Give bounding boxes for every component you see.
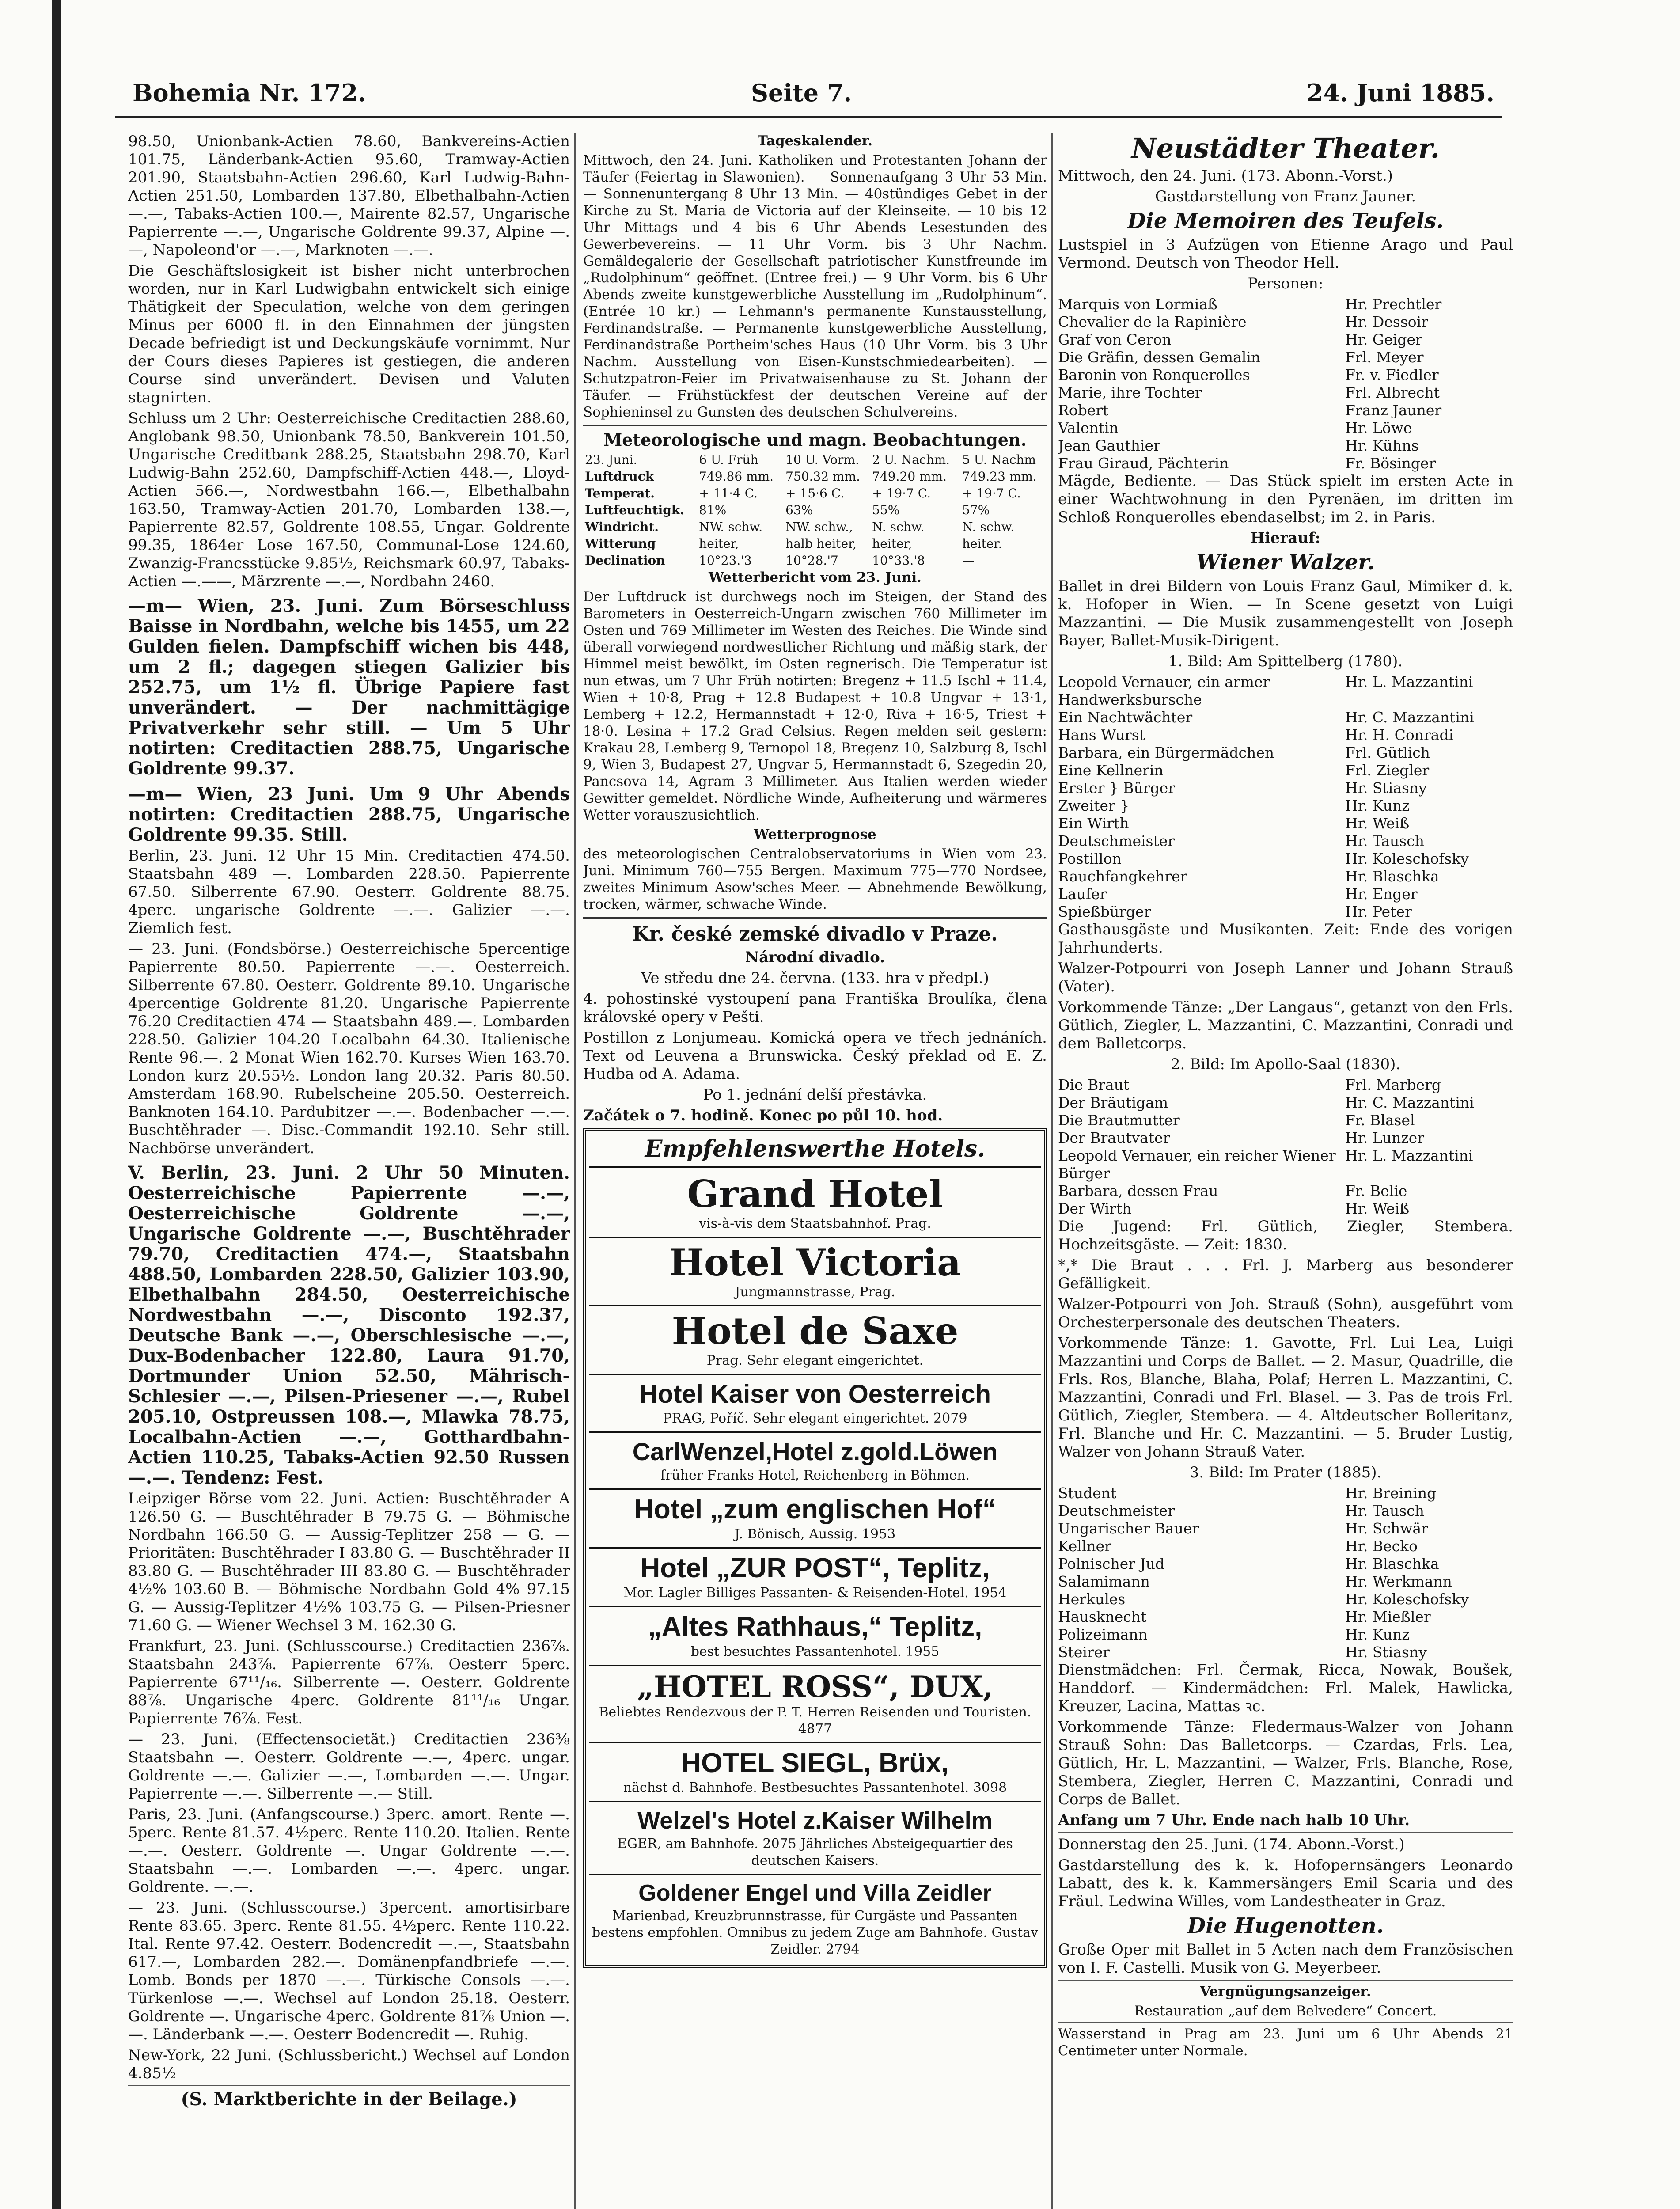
scene-note: Dienstmädchen: Frl. Čermak, Ricca, Nowak, Boušek, Handdorf. — Kindermädchen: Frl. Malek, Hawlicka, Kreuzer, Lacina, Mattas ꝛc.: [1058, 1661, 1513, 1715]
cast-row: [1058, 868, 1513, 885]
actor-name: Frl. Albrecht: [1345, 384, 1440, 401]
stock-paragraph: Frankfurt, 23. Juni. (Schlusscourse.) Creditactien 236⅞. Staatsbahn 243⅞. Papierrente 67⅞. Oesterr 5perc. Papierrente 67¹¹/₁₆. Silberrente —. Oesterr. Goldrente 88⅞. Ungarische 4perc. Goldrente 81¹¹/₁₆ Ungar. Papierrente 76⅞. Fest.: [128, 1637, 570, 1727]
play-description: Lustspiel in 3 Aufzügen von Etienne Arago und Paul Vermond. Deutsch von Theodor Hell.: [1058, 236, 1513, 272]
meteo-cell: 750.32 mm.: [785, 469, 861, 484]
divider: [128, 2085, 570, 2086]
cast-list: [1058, 296, 1513, 472]
meteo-cell: 81%: [699, 503, 727, 517]
role-name: Student: [1058, 1484, 1117, 1502]
hotel-subline: PRAG, Poříč. Sehr elegant eingerichtet. 2079: [663, 1411, 967, 1426]
meteo-cell: —: [962, 553, 975, 568]
role-name: Rauchfangkehrer: [1058, 868, 1187, 885]
column-stock-reports: [128, 133, 570, 2209]
cast-row: [1058, 1537, 1513, 1555]
meteo-row: [583, 468, 1047, 485]
actor-name: Hr. Enger: [1345, 885, 1418, 903]
stock-paragraph: — 23. Juni. (Schlusscourse.) 3percent. amortisirbare Rente 83.65. 3perc. Rente 81.55. 4½perc. Rente 110.22. Ital. Rente 97.42. Oesterr. Bodencredit —.—, Staatsbahn 617.—, Lombarden 282.—. Domänenpfandbriefe —.—. Lomb. Bonds per 1870 —.—. Türkische Consols —.—. Türkenlose —.—. Wechsel auf London 25.18. Oesterr. Goldrente —. Ungarische 4perc. Goldrente 81⅞ Union —.—. Länderbank —.—. Oesterr Bodencredit —. Ruhig.: [128, 1899, 570, 2043]
meteo-cell: N. schw.: [962, 520, 1015, 534]
meteo-header-cell: 23. Juni.: [585, 452, 637, 467]
actor-name: Hr. Peter: [1345, 903, 1412, 920]
column-rule-1: [574, 133, 576, 2209]
role-name: Barbara, dessen Frau: [1058, 1182, 1218, 1199]
actor-name: Hr. L. Mazzantini: [1345, 673, 1473, 691]
actor-name: Hr. Kühns: [1345, 437, 1419, 454]
play-title: Die Memoiren des Teufels.: [1127, 209, 1444, 233]
hotel-name: Welzel's Hotel z.Kaiser Wilhelm: [637, 1807, 993, 1834]
czech-theatre-subtitle: Národní divadlo.: [745, 949, 885, 966]
scene-title: 2. Bild: Im Apollo-Saal (1830).: [1170, 1055, 1401, 1073]
actor-name: Hr. H. Conradi: [1345, 726, 1454, 744]
cast-list: [1058, 1076, 1513, 1218]
role-name: Deutschmeister: [1058, 832, 1175, 850]
role-name: Marquis von Lormiaß: [1058, 296, 1217, 313]
meteo-row: [583, 502, 1047, 519]
role-name: Hans Wurst: [1058, 726, 1145, 744]
stock-paragraph: Paris, 23. Juni. (Anfangscourse.) 3perc. amort. Rente —. 5perc. Rente 81.57. 4½perc. Rente 110.20. Italien. Rente —.—. Oesterr. Goldrente —. Ungar Goldrente —.—. Staatsbahn —.—. Lombarden —.—. 4perc. ungar. Goldrente. —.—.: [128, 1806, 570, 1896]
role-name: Die Gräfin, dessen Gemalin: [1058, 349, 1261, 366]
meteo-cell: Declination: [585, 553, 665, 568]
meteo-cell: heiter.: [962, 536, 1002, 551]
header-left: Bohemia Nr. 172.: [133, 79, 366, 107]
cast-row: [1058, 1112, 1513, 1129]
cast-row: [1058, 366, 1513, 384]
role-name: Der Bräutigam: [1058, 1094, 1168, 1111]
meteo-cell: 10°33.'8: [872, 553, 925, 568]
hotel-name: Hotel de Saxe: [671, 1309, 959, 1353]
stock-paragraph: New-York, 22 Juni. (Schlussbericht.) Wechsel auf London 4.85½: [128, 2046, 570, 2082]
meteo-cell: Luftdruck: [585, 469, 654, 484]
forecast-text: des meteorologischen Centralobservatoriums in Wien vom 23. Juni. Minimum 760—755 Bergen. Maximum 775—770 Nordsee, zweites Minimum Asow'sches Meer. — Abnehmende Bewölkung, trocken, wärmer, schwache Winde.: [583, 846, 1047, 912]
actor-name: Hr. Stiasny: [1345, 779, 1427, 797]
role-name: Laufer: [1058, 885, 1107, 903]
meteo-cell: + 11·4 C.: [699, 486, 758, 501]
hotel-subline: Marienbad, Kreuzbrunnstrasse, für Curgäste und Passanten bestens empfohlen. Omnibus zu jedem Zuge am Bahnhofe. Gustav Zeidler. 2794: [592, 1908, 1039, 1957]
divider: [1058, 1980, 1513, 1981]
role-name: Jean Gauthier: [1058, 437, 1160, 454]
stock-paragraph: Schluss um 2 Uhr: Oesterreichische Creditactien 288.60, Anglobank 98.50, Unionbank 78.50, Bankverein 101.50, Ungarische Creditbank 288.25, Staatsbahn 298.70, Karl Ludwig-Bahn 252.60, Dampfschiff-Actien 448.—, Lloyd-Actien 566.—, Nordwestbahn 166.—, Elbethalbahn 163.50, Tramway-Actien 201.70, Lombarden 138.—, Papierrente 82.57, Goldrente 108.55, Ungar. Goldrente 99.35, 1864er Lose 167.50, Communal-Lose 124.60, Zwanzig-Francsstücke 9.85½, Reichsmark 60.97, Tabaks-Actien —.——, Märzrente —.—, Nordbahn 2460.: [128, 410, 570, 590]
meteo-cell: 55%: [872, 503, 900, 517]
market-footer: (S. Marktberichte in der Beilage.): [181, 2089, 517, 2110]
cast-row: [1058, 1520, 1513, 1537]
hotel-ad: [589, 1875, 1041, 1962]
role-name: Leopold Vernauer, ein armer Handwerksbursche: [1058, 673, 1270, 708]
role-name: Frau Giraud, Pächterin: [1058, 455, 1229, 472]
cast-row: [1058, 903, 1513, 921]
meteo-header-cell: 6 U. Früh: [699, 452, 758, 467]
cast-row: [1058, 1200, 1513, 1218]
scene-title: 1. Bild: Am Spittelberg (1780).: [1168, 653, 1403, 670]
hotel-ad: [589, 1490, 1041, 1549]
actor-name: Fr. Bösinger: [1345, 455, 1436, 472]
entertainment-text: Restauration „auf dem Belvedere“ Concert.: [1134, 2003, 1437, 2019]
cast-row: [1058, 384, 1513, 402]
meteo-header-cell: 10 U. Vorm.: [785, 452, 859, 467]
cast-row: [1058, 455, 1513, 472]
actor-name: Fr. Blasel: [1345, 1112, 1415, 1129]
weather-report-text: Der Luftdruck ist durchwegs noch im Steigen, der Stand des Barometers in Oesterreich-Ungarn zwischen 760 Millimeter im Osten und 769 Millimeter im Westen des Reiches. Die Winde sind überall vorwiegend nordwestlicher Richtung und mäßig stark, der Himmel meist bewölkt, im Osten regnerisch. Die Temperatur ist nun etwas, um 7 Uhr Früh notirten: Bregenz + 11.5 Ischl + 11.4, Wien + 10·8, Prag + 12.8 Budapest + 10.8 Ungvar + 13·1, Lemberg + 12.2, Hermannstadt + 12·0, Riva + 16·5, Triest + 18·0. Lesina + 17.2 Grad Celsius. Regen melden seit gestern: Krakau 28, Lemberg 9, Ternopol 18, Bregenz 10, Salzburg 8, Ischl 9, Wien 3, Budapest 27, Ungvar 5, Hermannstadt 6, Szegedin 20, Pancsova 14, Agram 3 Millimeter. Aus Italien werden wieder Gewitter gemeldet. Nördliche Winde, Aufheiterung und wärmeres Wetter vorauszusichtlich.: [583, 589, 1047, 823]
cast-row: [1058, 1129, 1513, 1147]
cast-list: [1058, 673, 1513, 921]
cast-row: [1058, 296, 1513, 313]
role-name: Graf von Ceron: [1058, 331, 1172, 348]
cast-row: [1058, 797, 1513, 815]
actor-name: Hr. Löwe: [1345, 419, 1412, 436]
czech-theatre-title: Kr. české zemské divadlo v Praze.: [632, 923, 998, 945]
hotel-subline: vis-à-vis dem Staatsbahnhof. Prag.: [699, 1216, 931, 1231]
role-name: Polizeimann: [1058, 1626, 1148, 1643]
calendar-text: Mittwoch, den 24. Juni. Katholiken und Protestanten Johann der Täufer (Feiertag in Slawonien). — Sonnenaufgang 3 Uhr 53 Min. — Sonnenuntergang 8 Uhr 13 Min. — 40stündiges Gebet in der Kirche zu St. Maria de Victoria auf der Kleinseite. — 10 bis 12 Uhr Mittags und 4 bis 6 Uhr Abends Lesestunden des Gewerbevereins. — 11 Uhr Vorm. bis 3 Uhr Nachm. Gemäldegalerie der Gesellschaft patriotischer Kunstfreunde im „Rudolphinum“ geöffnet. (Entree frei.) — 9 Uhr Vorm. bis 6 Uhr Abends zweite kunstgewerbliche Ausstellung im „Rudolphinum“. (Entrée 10 kr.) — Lehmann's permanente Kunstausstellung, Ferdinandstraße. — Permanente kunstgewerbliche Ausstellung, Ferdinandstraße Portheim'sches Haus (10 Uhr Vorm. bis 3 Uhr Nachm. Ausstellung von Eisen-Kunstschmiedearbeiten). — Schutzpatron-Feier im Privatwaisenhause zu St. Johann der Täufer. — Frühstückfest der deutschen Vereine auf der Sophieninsel zu Gunsten des deutschen Schulvereins.: [583, 152, 1047, 420]
cast-row: [1058, 402, 1513, 419]
stock-paragraph: 98.50, Unionbank-Actien 78.60, Bankvereins-Actien 101.75, Länderbank-Actien 95.60, Tramway-Actien 201.90, Staatsbahn-Actien 296.60, Karl Ludwig-Bahn-Actien 251.50, Lombarden 137.80, Elbethalbahn-Actien —.—, Tabaks-Actien 100.—, Mairente 82.57, Ungarische Papierrente —.—, Ungarische Goldrente 99.37, Alpine —.—, Napoleond'or —.—, Marknoten —.—.: [128, 133, 570, 259]
role-name: Polnischer Jud: [1058, 1555, 1165, 1572]
actor-name: Fr. Belie: [1345, 1182, 1407, 1199]
meteo-cell: 63%: [785, 503, 813, 517]
hotel-subline: Prag. Sehr elegant eingerichtet.: [706, 1353, 924, 1368]
role-name: Eine Kellnerin: [1058, 762, 1164, 779]
actor-name: Fr. v. Fiedler: [1345, 366, 1439, 383]
actor-name: Hr. Kunz: [1345, 1626, 1410, 1643]
czech-theatre-guest: 4. pohostinské vystoupení pana Františka Broulíka, člena královské opery v Pešti.: [583, 990, 1047, 1026]
header-rule: [115, 116, 1502, 118]
calendar-title: Tageskalender.: [757, 133, 873, 149]
meteo-cell: + 19·7 C.: [962, 486, 1021, 501]
czech-theatre-times: Začátek o 7. hodině. Konec po půl 10. hod.: [583, 1107, 943, 1124]
cast-row: [1058, 1590, 1513, 1608]
hotel-name: „HOTEL ROSS“, DUX,: [637, 1670, 993, 1704]
theatre-guest-line: Gastdarstellung von Franz Jauner.: [1155, 188, 1416, 205]
actor-name: Hr. Werkmann: [1345, 1573, 1452, 1590]
stock-headline: —m— Wien, 23. Juni. Zum Börseschluss Baisse in Nordbahn, welche bis 1455, um 22 Gulden fielen. Dampfschiff wichen bis 448, um 2 fl.; dagegen stiegen Galizier bis 252.75, um 1½ fl. Übrige Papiere fast unverändert. — Der nachmittägige Privatverkehr sehr still. — Um 5 Uhr notirten: Creditactien 288.75, Ungarische Goldrente 99.37.: [128, 596, 570, 779]
actor-name: Frl. Marberg: [1345, 1076, 1441, 1093]
stock-paragraph: Berlin, 23. Juni. 12 Uhr 15 Min. Creditactien 474.50. Staatsbahn 489 —. Lombarden 228.50. Papierrente 67.50. Silberrente 67.90. Oesterr. Goldrente 88.75. 4perc. ungarische Goldrente —.—. Galizier —.—. Ziemlich fest.: [128, 847, 570, 937]
meteo-table: [583, 452, 1047, 569]
hotel-subline: best besuchtes Passantenhotel. 1955: [690, 1644, 940, 1659]
hotel-ad: [589, 1802, 1041, 1875]
cast-row: [1058, 1608, 1513, 1626]
actor-name: Hr. Weiß: [1345, 1200, 1410, 1217]
play-description: Große Oper mit Ballet in 5 Acten nach dem Französischen von I. F. Castelli. Musik von G. Meyerbeer.: [1058, 1941, 1513, 1977]
cast-row: [1058, 1643, 1513, 1661]
theatre-title: Neustädter Theater.: [1131, 133, 1440, 164]
hotel-subline: nächst d. Bahnhofe. Bestbesuchtes Passantenhotel. 3098: [623, 1780, 1007, 1795]
cast-row: [1058, 850, 1513, 868]
cast-row: [1058, 744, 1513, 762]
role-name: Zweiter }: [1058, 797, 1130, 814]
role-name: Leopold Vernauer, ein reicher Wiener Bürger: [1058, 1147, 1336, 1182]
hotel-ad: [589, 1666, 1041, 1743]
hotel-ad: [589, 1433, 1041, 1490]
potpourri-note: Walzer-Potpourri von Joh. Strauß (Sohn), ausgeführt vom Orchesterpersonale des deutschen Theaters.: [1058, 1295, 1513, 1331]
scene-title: 3. Bild: Im Prater (1885).: [1189, 1464, 1382, 1481]
meteo-cell: Witterung: [585, 536, 656, 551]
actor-name: Hr. Stiasny: [1345, 1643, 1427, 1661]
hotel-subline: Jungmannstrasse, Prag.: [735, 1284, 895, 1300]
cast-row: [1058, 313, 1513, 331]
column-theatre: [1058, 133, 1513, 2209]
role-name: Valentin: [1058, 419, 1119, 436]
meteo-cell: 57%: [962, 503, 990, 517]
header-right: 24. Juni 1885.: [1306, 79, 1494, 107]
column-rule-2: [1051, 133, 1053, 2209]
role-name: Der Wirth: [1058, 1200, 1132, 1217]
weather-report-title: Wetterbericht vom 23. Juni.: [708, 569, 922, 585]
actor-name: Hr. Becko: [1345, 1537, 1418, 1555]
hotel-name: Grand Hotel: [687, 1172, 943, 1216]
meteo-row: [583, 519, 1047, 535]
cast-row: [1058, 779, 1513, 797]
cast-row: [1058, 331, 1513, 349]
stock-headline: —m— Wien, 23 Juni. Um 9 Uhr Abends notirten: Creditactien 288.75, Ungarische Goldrente 99.35. Still.: [128, 784, 570, 845]
role-name: Die Braut: [1058, 1076, 1130, 1093]
next-performance-date: Donnerstag den 25. Juni. (174. Abonn.-Vorst.): [1058, 1836, 1405, 1853]
hotel-ad: [589, 1743, 1041, 1802]
actor-name: Hr. Lunzer: [1345, 1129, 1425, 1146]
meteo-row: [583, 485, 1047, 502]
hotel-ads: [583, 1128, 1047, 1968]
divider: [583, 425, 1047, 426]
hotel-name: HOTEL SIEGL, Brüx,: [681, 1748, 949, 1778]
divider: [1058, 2022, 1513, 2023]
hotel-ad: [589, 1375, 1041, 1433]
cast-row: [1058, 1147, 1513, 1182]
cast-row: [1058, 1573, 1513, 1590]
actor-name: Franz Jauner: [1345, 402, 1442, 419]
actor-name: Frl. Gütlich: [1345, 744, 1430, 761]
hotel-subline: Mor. Lagler Billiges Passanten- & Reisenden-Hotel. 1954: [623, 1585, 1007, 1601]
header-center: Seite 7.: [751, 79, 852, 107]
meteo-cell: 749.20 mm.: [872, 469, 947, 484]
cast-row: [1058, 1626, 1513, 1643]
potpourri-note: Walzer-Potpourri von Joseph Lanner und Johann Strauß (Vater).: [1058, 960, 1513, 995]
actor-name: Hr. Koleschofsky: [1345, 1590, 1469, 1608]
hotel-subline: EGER, am Bahnhofe. 2075 Jährliches Absteigequartier des deutschen Kaisers.: [617, 1836, 1013, 1868]
dances-note: Vorkommende Tänze: 1. Gavotte, Frl. Lui Lea, Luigi Mazzantini und Corps de Ballet. — 2. Masur, Quadrille, die Frls. Ros, Blanche, Blaha, Polaf; Herren L. Mazzantini, C. Mazzantini, Conradi und Frl. Blasel. — 3. Pas de trois Frl. Gütlich, Ziegler, Stembera. — 4. Altdeutscher Bolleritanz, Frl. Blanche und Hr. C. Mazzantini. — 5. Bruder Lustig, Walzer von Johann Strauß Vater.: [1058, 1334, 1513, 1461]
role-name: Barbara, ein Bürgermädchen: [1058, 744, 1274, 761]
hotel-name: Hotel „ZUR POST“, Teplitz,: [640, 1553, 990, 1583]
cast-row: [1058, 815, 1513, 832]
entertainment-title: Vergnügungsanzeiger.: [1200, 1984, 1371, 2000]
hotel-name: Hotel „zum englischen Hof“: [634, 1494, 996, 1525]
cast-list: [1058, 1484, 1513, 1661]
czech-theatre-play: Postillon z Lonjumeau. Komická opera ve třech jednáních. Text od Leuvena a Brunswicka. Český překlad od E. Z. Hudba od A. Adama.: [583, 1029, 1047, 1083]
cast-row: [1058, 762, 1513, 779]
actor-name: Hr. Tausch: [1345, 832, 1424, 850]
cast-row: [1058, 1094, 1513, 1112]
scene-note: Die Jugend: Frl. Gütlich, Ziegler, Stembera. Hochzeitsgäste. — Zeit: 1830.: [1058, 1218, 1513, 1253]
meteo-row: [583, 535, 1047, 552]
cast-row: [1058, 349, 1513, 366]
actor-name: Hr. Geiger: [1345, 331, 1422, 348]
hotel-ad: [589, 1238, 1041, 1306]
cast-row: [1058, 709, 1513, 726]
role-name: Chevalier de la Rapinière: [1058, 313, 1247, 330]
performance-times: Anfang um 7 Uhr. Ende nach halb 10 Uhr.: [1058, 1811, 1410, 1829]
meteo-row: [583, 552, 1047, 569]
stock-headline: V. Berlin, 23. Juni. 2 Uhr 50 Minuten. Oesterreichische Papierrente —.—, Oesterreichische Goldrente —.—, Ungarische Goldrente —.—, Buschtěhrader 79.70, Creditactien 474.—, Staatsbahn 488.50, Lombarden 228.50, Galizier 103.90, Elbethalbahn 284.50, Oesterreichische Nordwestbahn —.—, Disconto 192.37, Deutsche Bank —.—, Oberschlesische —.—, Dux-Bodenbacher 122.80, Laura 91.70, Dortmunder Union 52.50, Mährisch-Schlesier —.—, Pilsen-Priesener —.—, Rubel 205.10, Ostpreussen 108.—, Mlawka 78.75, Localbahn-Actien —.—, Gotthardbahn-Actien 110.25, Tabaks-Actien 92.50 Russen —.—. Tendenz: Fest.: [128, 1162, 570, 1488]
cast-row: [1058, 419, 1513, 437]
hotel-name: Hotel Victoria: [669, 1241, 961, 1284]
cast-row: [1058, 437, 1513, 455]
actor-name: Hr. Kunz: [1345, 797, 1410, 814]
meteo-cell: + 19·7 C.: [872, 486, 931, 501]
play-description: Ballet in drei Bildern von Louis Franz Gaul, Mimiker d. k. k. Hofoper in Wien. — In Scene gesetzt von Luigi Mazzantini. — Die Musik zusammengestellt von Joseph Bayer, Ballet-Musik-Dirigent.: [1058, 577, 1513, 649]
actor-name: Hr. Tausch: [1345, 1502, 1424, 1519]
meteo-title: Meteorologische und magn. Beobachtungen.: [603, 430, 1027, 450]
role-name: Die Brautmutter: [1058, 1112, 1180, 1129]
cast-row: [1058, 726, 1513, 744]
role-name: Hausknecht: [1058, 1608, 1147, 1625]
meteo-cell: Temperat.: [585, 486, 655, 501]
meteo-cell: + 15·6 C.: [785, 486, 845, 501]
meteo-cell: NW. schw.,: [785, 520, 853, 534]
actor-name: Hr. L. Mazzantini: [1345, 1147, 1473, 1164]
hotel-name: CarlWenzel,Hotel z.gold.Löwen: [632, 1438, 998, 1465]
meteo-cell: 749.86 mm.: [699, 469, 774, 484]
cast-row: [1058, 1076, 1513, 1094]
meteo-header-cell: 2 U. Nachm.: [872, 452, 950, 467]
role-name: Ein Wirth: [1058, 815, 1129, 832]
meteo-cell: halb heiter,: [785, 536, 857, 551]
play-note: Mägde, Bediente. — Das Stück spielt im ersten Acte in einer Wachtwohnung in den Pyrenäen, im dritten im Schloß Ronquerolles ebendaselbst; im 2. in Paris.: [1058, 472, 1513, 526]
stock-paragraph: Leipziger Börse vom 22. Juni. Actien: Buschtěhrader A 126.50 G. — Buschtěhrader B 79.75 G. — Böhmische Nordbahn 166.50 G. — Aussig-Teplitzer 258 — G. — Prioritäten: Buschtěhrader I 83.80 G. — Buschtěhrader II 83.80 G. — Buschtěhrader III 83.80 G. — Buschtěhrader 4½% 103.60 B. — Böhmische Nordbahn Gold 4% 97.15 G. — Aussig-Teplitzer 4½% 103.75 G. — Pilsen-Priesner 71.60 G. — Wiener Wechsel 3 M. 162.30 G.: [128, 1490, 570, 1634]
role-name: Ungarischer Bauer: [1058, 1520, 1199, 1537]
actor-name: Frl. Ziegler: [1345, 762, 1430, 779]
hotel-name: Hotel Kaiser von Oesterreich: [639, 1380, 991, 1408]
theatre-date-line: Mittwoch, den 24. Juni. (173. Abonn.-Vorst.): [1058, 167, 1393, 185]
meteo-cell: heiter,: [699, 536, 739, 551]
cast-row: [1058, 1484, 1513, 1502]
hotel-ad: [589, 1549, 1041, 1607]
actor-name: Hr. Prechtler: [1345, 296, 1442, 313]
actor-name: Hr. Dessoir: [1345, 313, 1428, 330]
role-name: Ein Nachtwächter: [1058, 709, 1193, 726]
dances-note: Vorkommende Tänze: „Der Langaus“, getanzt von den Frls. Gütlich, Ziegler, L. Mazzantini, C. Mazzantini, Conradi und dem Balletcorps.: [1058, 998, 1513, 1052]
actor-name: Hr. Blaschka: [1345, 1555, 1439, 1572]
role-name: Spießbürger: [1058, 903, 1151, 920]
hotel-subline: J. Bönisch, Aussig. 1953: [734, 1526, 896, 1542]
play-title: Die Hugenotten.: [1187, 1913, 1384, 1938]
role-name: Salamimann: [1058, 1573, 1150, 1590]
cast-row: [1058, 673, 1513, 709]
role-name: Marie, ihre Tochter: [1058, 384, 1202, 401]
meteo-cell: 749.23 mm.: [962, 469, 1037, 484]
hotel-name: „Altes Rathhaus,“ Teplitz,: [648, 1612, 982, 1642]
cast-row: [1058, 885, 1513, 903]
role-name: Der Brautvater: [1058, 1129, 1170, 1146]
actor-name: Hr. Weiß: [1345, 815, 1410, 832]
hotel-subline: früher Franks Hotel, Reichenberg in Böhmen.: [660, 1468, 970, 1483]
cast-row: [1058, 1555, 1513, 1573]
next-performance-guests: Gastdarstellung des k. k. Hofopernsängers Leonardo Labatt, des k. k. Kammersängers Emil Scaria und des Fräul. Ledwina Willes, vom Landestheater in Graz.: [1058, 1856, 1513, 1910]
meteo-cell: N. schw.: [872, 520, 925, 534]
role-name: Postillon: [1058, 850, 1122, 867]
scan-left-border: [52, 0, 61, 2209]
divider: [583, 917, 1047, 919]
dances-note: Vorkommende Tänze: Fledermaus-Walzer von Johann Strauß Sohn: Das Balletcorps. — Czardas, Frls. Lea, Gütlich, Hr. L. Mazzantini. — Walzer, Frls. Blanche, Rose, Stembera, Ziegler, Herren C. Mazzantini, Conradi und Corps de Ballet.: [1058, 1718, 1513, 1808]
actor-name: Hr. Koleschofsky: [1345, 850, 1469, 867]
role-name: Baronin von Ronquerolles: [1058, 366, 1250, 383]
actor-name: Hr. Mießler: [1345, 1608, 1431, 1625]
actor-name: Hr. C. Mazzantini: [1345, 709, 1474, 726]
actor-name: Hr. Blaschka: [1345, 868, 1439, 885]
role-name: Herkules: [1058, 1590, 1126, 1608]
czech-theatre-intermission: Po 1. jednání delší přestávka.: [703, 1086, 927, 1104]
stock-paragraph: — 23. Juni. (Effectensocietät.) Creditactien 236⅜ Staatsbahn —. Oesterr. Goldrente —.—, 4perc. ungar. Goldrente —.—. Galizier —.—, Lombarden —.—. Ungar. Papierrente —.—. Silberrente —.— Still.: [128, 1731, 570, 1803]
actor-name: Hr. Schwär: [1345, 1520, 1428, 1537]
role-name: Robert: [1058, 402, 1109, 419]
meteo-cell: Luftfeuchtigk.: [585, 503, 684, 517]
hotel-name: Goldener Engel und Villa Zeidler: [638, 1880, 992, 1906]
actor-name: Hr. C. Mazzantini: [1345, 1094, 1474, 1111]
forecast-title: Wetterprognose: [754, 827, 876, 843]
cast-row: [1058, 1502, 1513, 1520]
meteo-cell: heiter,: [872, 536, 912, 551]
meteo-cell: Windricht.: [585, 520, 659, 534]
hotel-ad: [589, 1607, 1041, 1666]
meteo-cell: NW. schw.: [699, 520, 762, 534]
scene-note: Gasthausgäste und Musikanten. Zeit: Ende des vorigen Jahrhunderts.: [1058, 921, 1513, 956]
hotel-ad: [589, 1306, 1041, 1375]
role-name: Deutschmeister: [1058, 1502, 1175, 1519]
cast-heading: Personen:: [1248, 275, 1324, 292]
meteo-header-row: [583, 452, 1047, 468]
czech-theatre-date: Ve středu dne 24. června. (133. hra v předpl.): [641, 969, 989, 987]
column-calendar-hotels: [583, 133, 1047, 2209]
cast-row: [1058, 1182, 1513, 1200]
scene-note: *,* Die Braut . . . Frl. J. Marberg aus besonderer Gefälligkeit.: [1058, 1256, 1513, 1292]
role-name: Erster } Bürger: [1058, 779, 1176, 797]
hotel-ad: [589, 1169, 1041, 1238]
stock-paragraph: Die Geschäftslosigkeit ist bisher nicht unterbrochen worden, nur in Karl Ludwigbahn entwickelt sich einige Thätigkeit der Speculation, welche von dem geringen Minus per 6000 fl. in den Einnahmen der jüngsten Decade befriedigt ist und Deckungskäufe vornimmt. Nur der Cours dieses Papieres ist gestiegen, die anderen Course sind unverändert. Devisen und Valuten stagnirten.: [128, 262, 570, 406]
hotel-ads-heading: Empfehlenswerthe Hotels.: [589, 1135, 1041, 1168]
play-title: Wiener Walzer.: [1196, 550, 1375, 575]
stock-paragraph: — 23. Juni. (Fondsbörse.) Oesterreichische 5percentige Papierrente 80.50. Papierrente —.—. Oesterreich. Silberrente 67.80. Oesterr. Goldrente 89.10. Ungarische 4percentige Goldrente 81.20. Ungarische Papierrente 76.20 Creditactien 474 — Staatsbahn 489.—. Lombarden 228.50. Galizier 104.20 Localbahn 64.30. Italienische Rente 96.—. 2 Monat Wien 162.70. Kurses Wien 163.70. London kurz 20.55½. London lang 20.32. Paris 80.50. Amsterdam 168.90. Rubelscheine 205.50. Oesterreich. Banknoten 164.10. Pardubitzer —.—. Bodenbacher —.—. Buschtěhrader —. Disc.-Commandit 192.10. Sehr still. Nachbörse unverändert.: [128, 940, 570, 1157]
water-level-note: Wasserstand in Prag am 23. Juni um 6 Uhr Abends 21 Centimeter unter Normale.: [1058, 2026, 1513, 2059]
actor-name: Hr. Breining: [1345, 1484, 1437, 1502]
meteo-cell: 10°28.'7: [785, 553, 838, 568]
meteo-header-cell: 5 U. Nachm: [962, 452, 1036, 467]
actor-name: Frl. Meyer: [1345, 349, 1424, 366]
meteo-cell: 10°23.'3: [699, 553, 752, 568]
divider: [1058, 1832, 1513, 1833]
role-name: Steirer: [1058, 1643, 1110, 1661]
hotel-subline: Beliebtes Rendezvous der P. T. Herren Reisenden und Touristen. 4877: [599, 1704, 1032, 1737]
hierauf-label: Hierauf:: [1250, 529, 1321, 547]
cast-row: [1058, 832, 1513, 850]
role-name: Kellner: [1058, 1537, 1111, 1555]
